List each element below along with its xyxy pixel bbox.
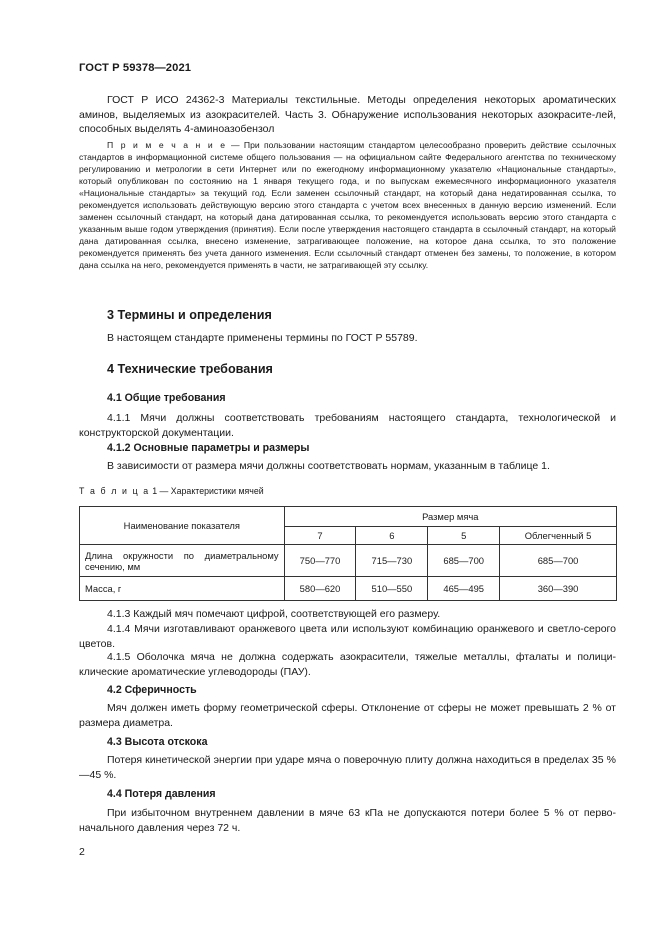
table-header-size-5: 5	[428, 527, 500, 545]
table-cell: 715—730	[356, 545, 428, 577]
table-header-name: Наименование показателя	[80, 507, 285, 545]
section-4-2-heading: 4.2 Сферичность	[107, 684, 197, 696]
table-cell: 465—495	[428, 577, 500, 601]
section-4-heading: 4 Технические требования	[107, 362, 273, 376]
table-row	[80, 545, 617, 577]
table-cell-name: Длина окружности по диаметральному сечению, мм	[80, 545, 285, 577]
section-3-text: В настоящем стандарте применены термины по ГОСТ Р 55789.	[107, 332, 418, 344]
table-cell: 360—390	[500, 577, 617, 601]
table-caption-label: Т а б л и ц а	[79, 486, 150, 496]
table-row	[80, 577, 617, 601]
section-4-4-text: При избыточном внутреннем давлении в мяче 63 кПа не допускаются потери более 5 % от перво-начального давления через 72 ч.	[79, 807, 616, 834]
table-1-caption	[79, 486, 264, 496]
reference-iso-24362-3: ГОСТ Р ИСО 24362-3 Материалы текстильные. Методы определения некоторых ароматических аминов, выделяемых из азокрасителей. Часть 3. Обнаружение использования некоторых азокрасите-лей, способных выделять 4-аминоазобензол	[79, 94, 616, 136]
paragraph-4-1-3: 4.1.3 Каждый мяч помечают цифрой, соответствующей его размеру.	[107, 608, 441, 620]
paragraph-4-1-4: 4.1.4 Мячи изготавливают оранжевого цвета или используют комбинацию оранжевого и светло-серого цветов.	[79, 623, 616, 650]
section-4-2-text: Мяч должен иметь форму геометрической сферы. Отклонение от сферы не может превышать 2 % от размера диаметра.	[79, 702, 616, 729]
table-1	[79, 506, 617, 601]
table-cell: 685—700	[500, 545, 617, 577]
paragraph-4-1-1: 4.1.1 Мячи должны соответствовать требованиям настоящего стандарта, технологической и конструкторской документации.	[79, 412, 616, 439]
table-header-size-6: 6	[356, 527, 428, 545]
table-header-size-7: 7	[284, 527, 356, 545]
table-header-size-light-5: Облегченный 5	[500, 527, 617, 545]
section-3-heading: 3 Термины и определения	[107, 308, 272, 322]
note-block	[79, 139, 616, 272]
section-4-1-2-heading: 4.1.2 Основные параметры и размеры	[107, 442, 310, 454]
table-cell-name: Масса, г	[80, 577, 285, 601]
section-4-4-heading: 4.4 Потеря давления	[107, 788, 216, 800]
section-4-1-2-text: В зависимости от размера мячи должны соответствовать нормам, указанным в таблице 1.	[107, 460, 550, 472]
table-header-size-group: Размер мяча	[284, 507, 616, 527]
note-label: П р и м е ч а н и е	[107, 140, 227, 150]
document-header: ГОСТ Р 59378—2021	[79, 62, 192, 74]
table-cell: 750—770	[284, 545, 356, 577]
paragraph-4-1-5: 4.1.5 Оболочка мяча не должна содержать азокрасители, тяжелые металлы, фталаты и полици-клические ароматические углеводороды (ПАУ).	[79, 651, 616, 678]
note-text: — При пользовании настоящим стандартом целесообразно проверить действие ссылочных стандартов в информационной системе общего пользования — на официальном сайте Федерального агентства по техническому регулированию и метрологии в сети Интернет или по ежегодному информационному указателю «Национальные стандарты», который опубликован по состоянию на 1 января текущего года, и по выпускам ежемесячного информационного указателя «Национальные стандарты» за текущий год. Если заменен ссылочный стандарт, на который дана недатированная ссылка, то рекомендуется использовать действующую версию этого стандарта с учетом всех внесенных в данную версию изменений. Если заменен ссылочный стандарт, на который дана датированная ссылка, то рекомендуется использовать версию этого стандарта с указанным выше годом утверждения (принятия). Если после утверждения настоящего стандарта в ссылочный стандарт, на который дана датированная ссылка, внесено изменение, затрагивающее положение, на которое дана ссылка, то это положение рекомендуется применять без учета данного изменения. Если ссылочный стандарт отменен без замены, то положение, в котором дана ссылка на него, рекомендуется применять в части, не затрагивающей эту ссылку.	[79, 140, 617, 271]
section-4-3-heading: 4.3 Высота отскока	[107, 736, 208, 748]
table-cell: 580—620	[284, 577, 356, 601]
page-number: 2	[79, 846, 85, 858]
table-cell: 510—550	[356, 577, 428, 601]
table-caption-text: 1 — Характеристики мячей	[149, 486, 264, 496]
table-cell: 685—700	[428, 545, 500, 577]
section-4-1-heading: 4.1 Общие требования	[107, 392, 226, 404]
section-4-3-text: Потеря кинетической энергии при ударе мяча о поверочную плиту должна находиться в пределах 35 %—45 %.	[79, 754, 616, 781]
